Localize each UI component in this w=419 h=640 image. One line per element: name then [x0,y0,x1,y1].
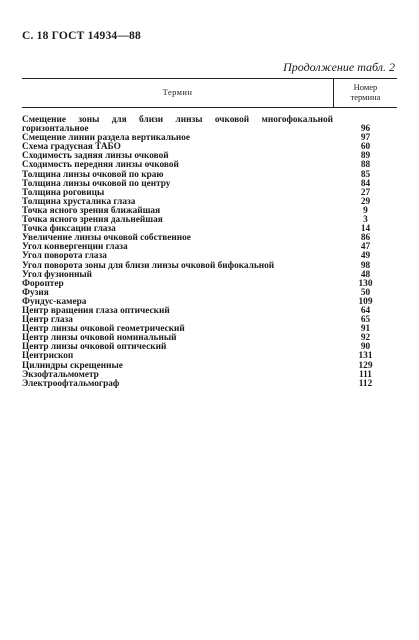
table-row [22,343,397,352]
term-cell: Угол поворота глаза [22,251,107,262]
page-header: С. 18 ГОСТ 14934—88 [22,30,141,42]
number-cell: 109 [358,296,373,307]
number-cell: 14 [360,224,371,235]
table-continuation-label: Продолжение табл. 2 [283,60,395,74]
number-cell: 3 [363,215,368,226]
table-row [22,280,397,289]
number-cell: 88 [360,160,371,171]
number-cell: 131 [358,351,373,362]
number-cell: 111 [359,369,372,380]
term-cell: Угол конвергенции глаза [22,242,128,253]
term-cell: Точка ясного зрения ближайшая [22,205,161,216]
term-cell: Форoптер [22,278,64,289]
number-cell: 91 [360,324,371,335]
term-cell: Толщина линзы очковой по краю [22,169,164,180]
term-cell: Центрископ [22,351,74,362]
number-cell: 64 [360,305,371,316]
term-cell: Центр линзы очковой номинальный [22,333,177,344]
table-body [22,108,397,389]
table-row [22,271,397,280]
number-cell: 47 [360,242,371,253]
number-cell: 65 [360,315,371,326]
number-cell: 97 [360,133,371,144]
term-cell: Толщина роговицы [22,187,105,198]
table-row [22,380,397,389]
number-cell: 50 [360,287,371,298]
term-cell: Центр глаза [22,315,73,326]
term-cell: Увеличение линзы очковой собственное [22,233,191,244]
column-header-number-line1: Номер [353,82,378,92]
column-header-number-line2: термина [350,92,381,102]
term-cell: Смещение линии раздела вертикальное [22,133,191,144]
term-cell: Центр вращения глаза оптический [22,305,170,316]
terms-table [22,78,397,389]
term-cell: Центр линзы очковой геометрический [22,324,185,335]
number-cell: 130 [358,278,373,289]
term-cell: Сходимость передняя линзы очковой [22,160,179,171]
term-cell: Угол фузионный [22,269,93,280]
number-cell: 92 [360,333,371,344]
term-cell: Электроофтальмограф [22,378,120,389]
number-cell: 98 [360,260,371,271]
number-cell: 60 [360,142,371,153]
term-cell: Фундус-камера [22,296,87,307]
number-cell: 129 [358,360,373,371]
number-cell: 49 [360,251,371,262]
number-cell: 29 [360,196,371,207]
term-cell: Сходимость задняя линзы очковой [22,151,169,162]
number-cell: 9 [363,205,368,216]
term-cell: Схема градусная ТАБО [22,142,121,153]
number-cell: 112 [358,378,373,389]
term-cell: Толщина хрусталика глаза [22,196,136,207]
number-cell: 86 [360,233,371,244]
term-cell: Точка фиксации глаза [22,224,116,235]
number-cell: 48 [360,269,371,280]
term-cell: Смещение зоны для близи линзы очковой многофокальной горизонтальное [22,115,333,135]
number-cell: 85 [360,169,371,180]
column-header-term: Термин [162,87,193,97]
number-cell: 96 [360,124,371,135]
term-cell: Точка ясного зрения дальнейшая [22,215,163,226]
term-cell: Экзофтальмометр [22,369,99,380]
number-cell: 89 [360,151,371,162]
table-row [22,116,397,134]
table-row [22,307,397,316]
number-cell: 27 [360,187,371,198]
number-cell: 90 [360,342,371,353]
term-cell: Фузия [22,287,49,298]
term-cell: Центр линзы очковой оптический [22,342,167,353]
table-header [22,78,397,108]
term-cell: Цилиндры скрещенные [22,360,123,371]
term-cell: Толщина линзы очковой по центру [22,178,171,189]
term-cell: Угол поворота зоны для близи линзы очковой бифокальной [22,260,275,271]
number-cell: 84 [360,178,371,189]
column-header-number [334,82,397,102]
